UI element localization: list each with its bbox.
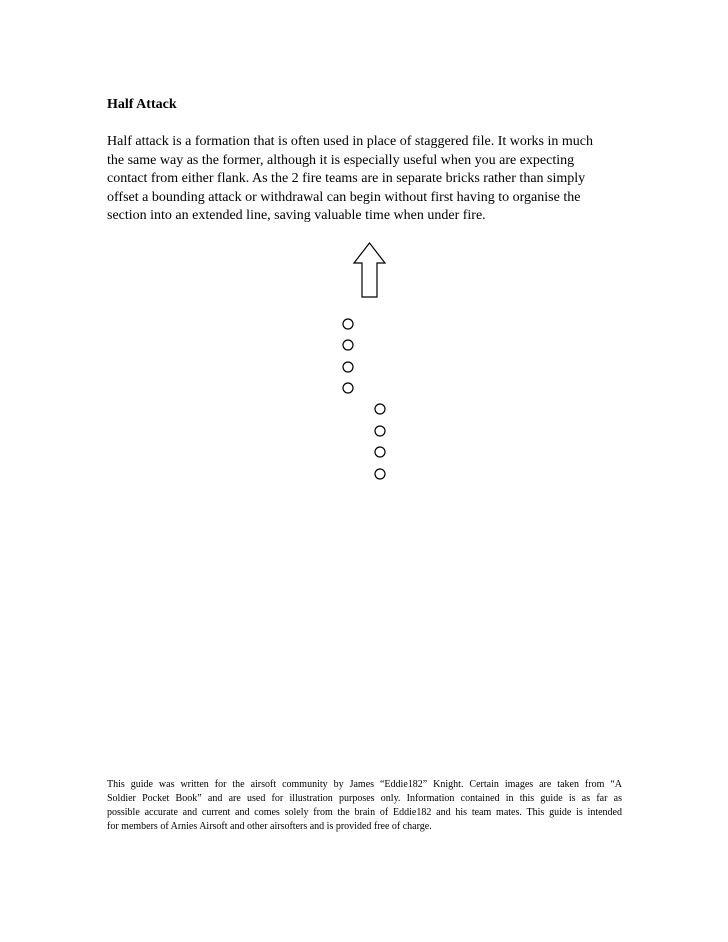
paragraph-line: section into an extended line, saving valuable time when under fire.: [107, 208, 486, 223]
fire-team-2-soldier-marker: [375, 404, 385, 414]
fire-team-2-soldier-marker: [375, 469, 385, 479]
fire-team-2-soldier-marker: [375, 447, 385, 457]
up-arrow-icon: [354, 243, 385, 297]
paragraph-line: Half attack is a formation that is often used in place of staggered file. It works in much: [107, 134, 593, 149]
fire-team-1-soldier-marker: [343, 319, 353, 329]
section-paragraph: [107, 133, 627, 226]
footer-line: for members of Arnies Airsoft and other airsofters and is provided free of charge.: [107, 821, 432, 832]
footer-disclaimer: [107, 778, 622, 834]
fire-team-1-soldier-marker: [343, 383, 353, 393]
fire-team-2-soldier-marker: [375, 426, 385, 436]
fire-team-1-soldier-marker: [343, 362, 353, 372]
footer-line: This guide was written for the airsoft community by James “Eddie182” Knight. Certain images are taken from “A: [107, 779, 622, 790]
section-heading: Half Attack: [107, 97, 177, 112]
fire-team-1-soldier-marker: [343, 340, 353, 350]
paragraph-line: offset a bounding attack or withdrawal can begin without first having to organise the: [107, 189, 581, 205]
paragraph-line: the same way as the former, although it is especially useful when you are expecting: [107, 152, 575, 168]
footer-line: Soldier Pocket Book” and are used for illustration purposes only. Information contained in this guide is as far as: [107, 793, 622, 804]
footer-line: possible accurate and current and comes solely from the brain of Eddie182 and his team mates. This guide is intended: [107, 807, 622, 818]
paragraph-line: contact from either flank. As the 2 fire teams are in separate bricks rather than simply: [107, 171, 586, 186]
